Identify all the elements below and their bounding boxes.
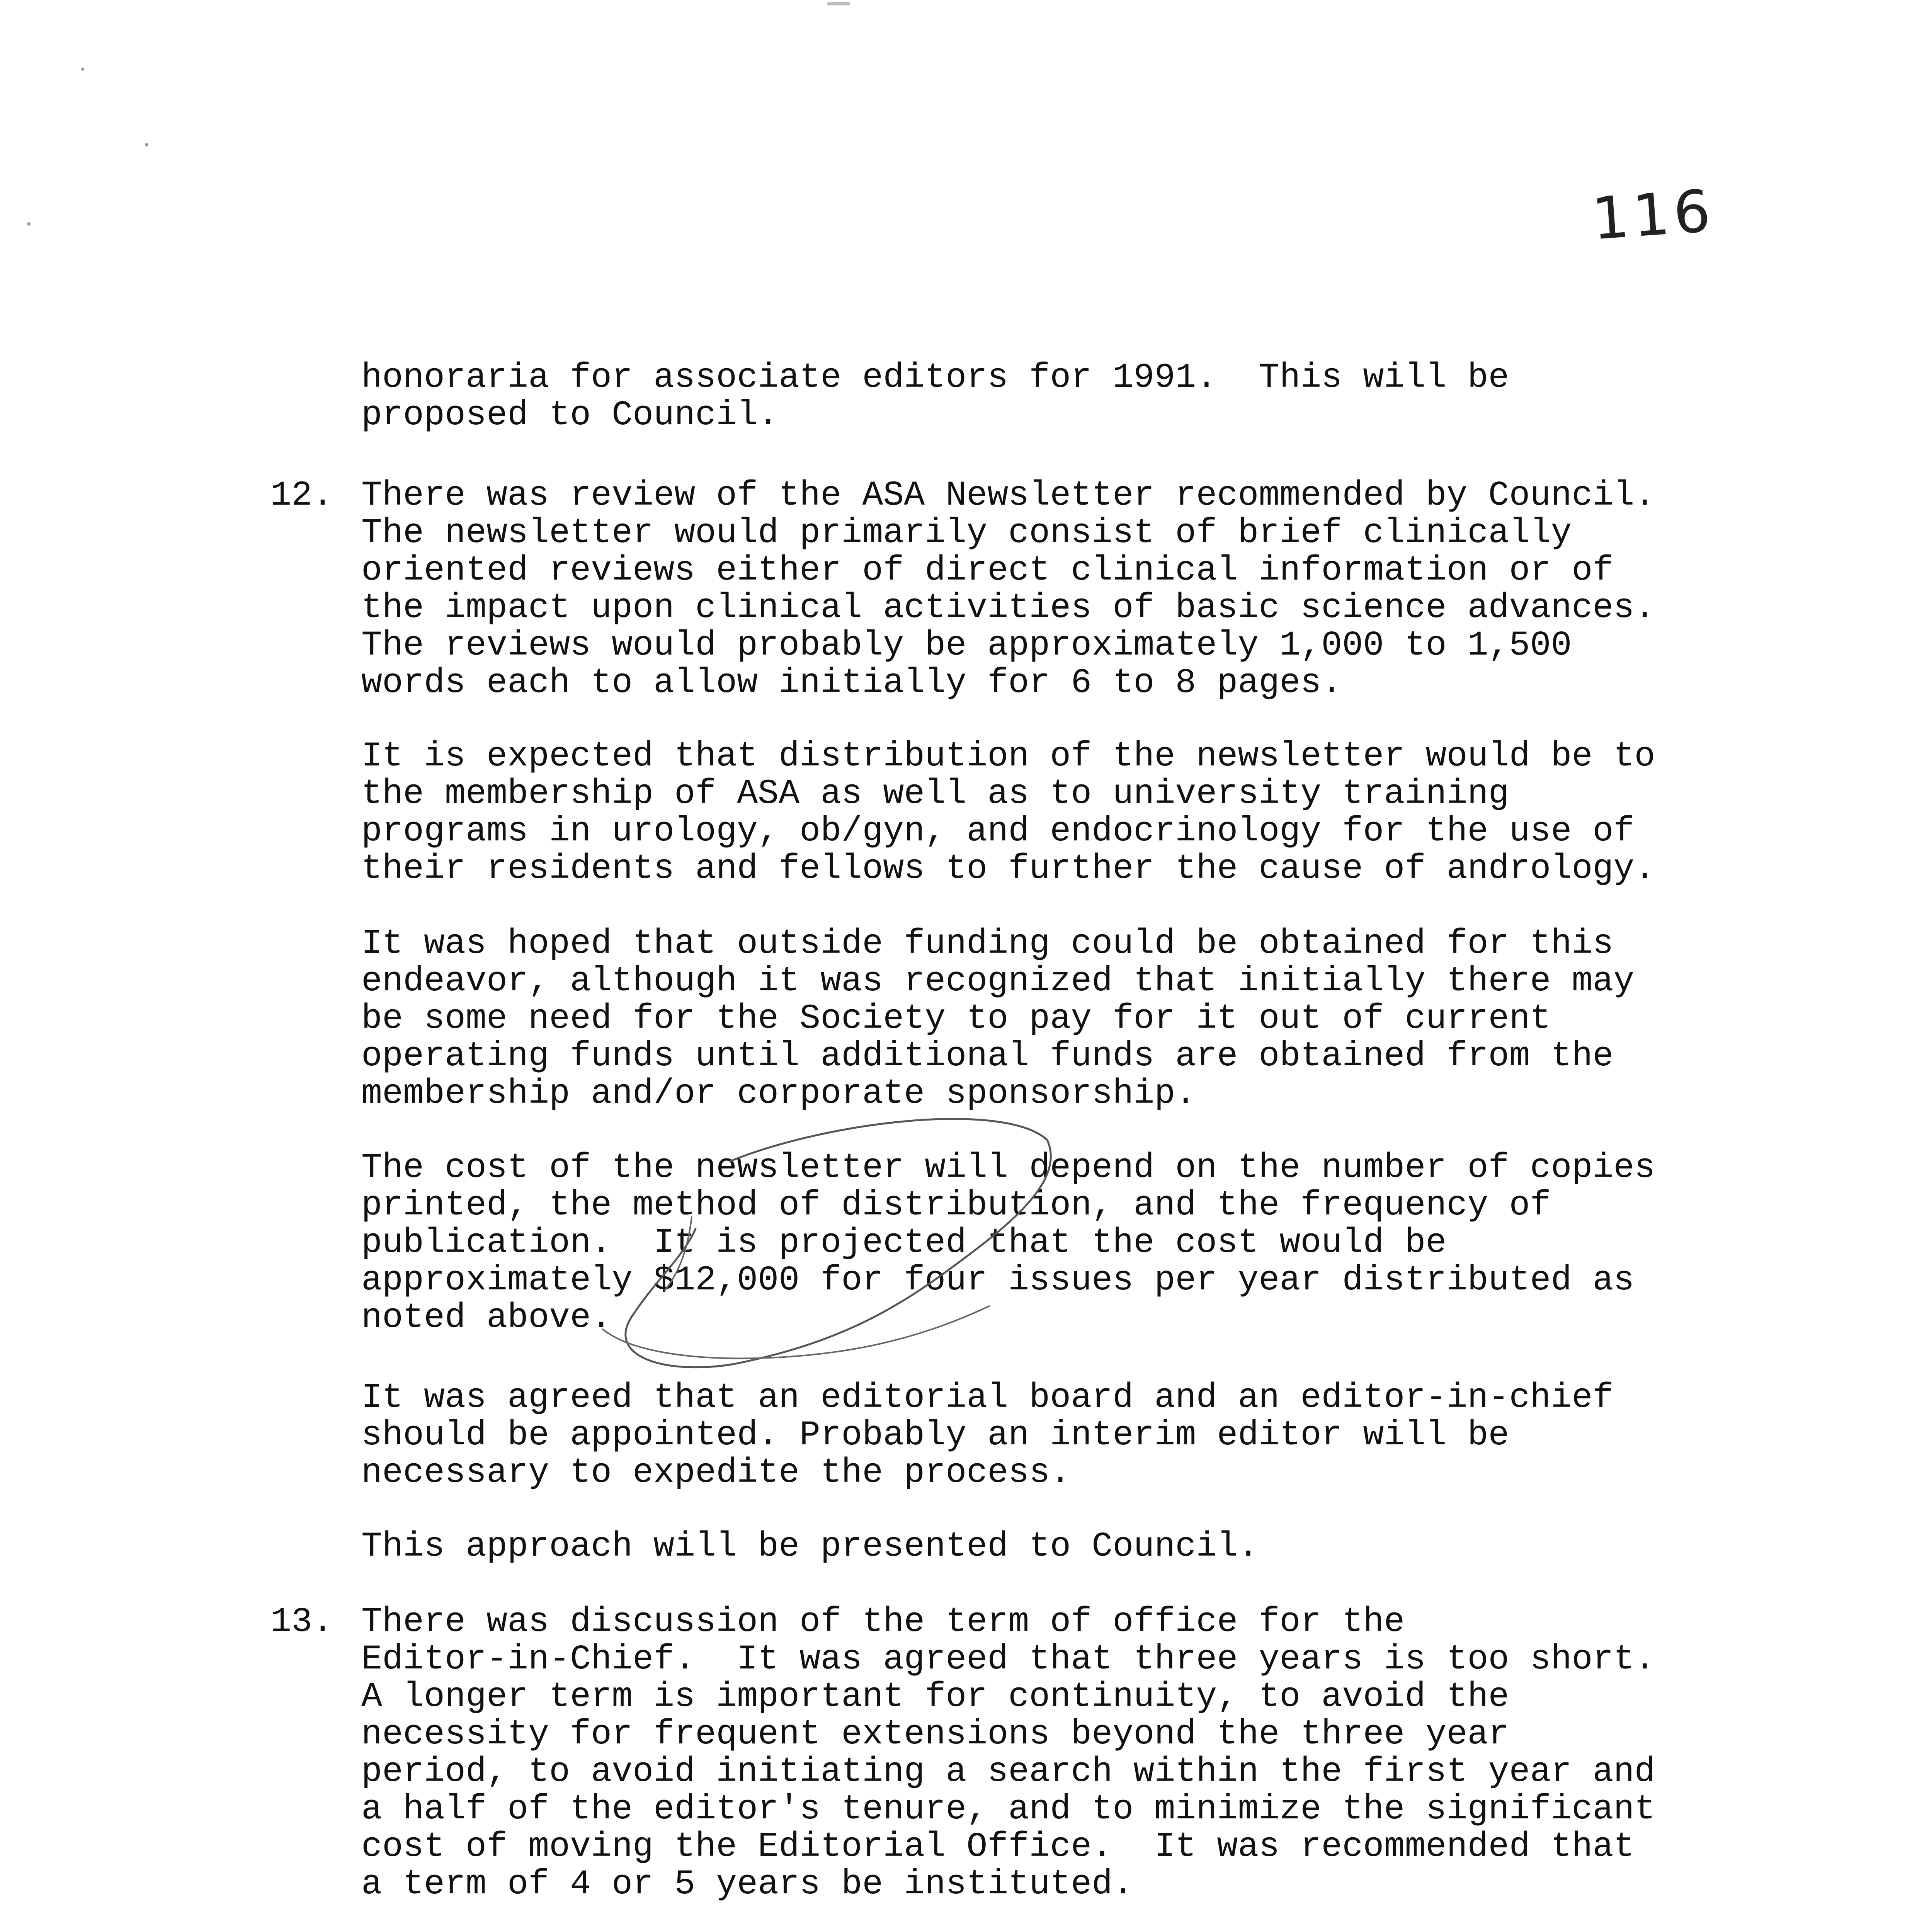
item-12-paragraph-4: The cost of the newsletter will depend on the number of copies printed, the method of distribution, and the frequency of publication. It is projected that the cost would be approximately $12,000 for four issues per year distributed as noted above. <box>361 1148 1655 1338</box>
scan-speck <box>145 143 148 146</box>
scan-speck <box>81 68 84 71</box>
continuation-paragraph: honoraria for associate editors for 1991. This will be proposed to Council. <box>361 358 1509 435</box>
handwritten-page-number: 116 <box>1590 177 1716 253</box>
scan-speck <box>27 222 31 226</box>
item-13-paragraph-1: There was discussion of the term of office for the Editor-in-Chief. It was agreed that three years is too short. A longer term is important for continuity, to avoid the necessity for frequent extensions beyond the three year period, to avoid initiating a search within the first year and a half of the editor's tenure, and to minimize the significant cost of moving the Editorial Office. It was recommended that a term of 4 or 5 years be instituted. <box>361 1602 1655 1904</box>
item-number-13: 13. <box>270 1602 333 1642</box>
item-12-paragraph-6: This approach will be presented to Council. <box>361 1527 1259 1566</box>
scan-speck <box>827 2 850 5</box>
item-12-paragraph-3: It was hoped that outside funding could be obtained for this endeavor, although it was recognized that initially there may be some need for the Society to pay for it out of current operating funds until additional funds are obtained from the membership and/or corporate sponsorship. <box>361 924 1635 1114</box>
item-number-12: 12. <box>270 476 333 515</box>
item-12-paragraph-2: It is expected that distribution of the newsletter would be to the membership of ASA as well as to university training programs in urology, ob/gyn, and endocrinology for the use of their residents and fellows to further the cause of andrology. <box>361 737 1655 889</box>
item-12-paragraph-5: It was agreed that an editorial board and an editor-in-chief should be appointed. Probably an interim editor will be necessary to expedite the process. <box>361 1378 1614 1493</box>
item-12-paragraph-1: There was review of the ASA Newsletter recommended by Council. The newsletter would primarily consist of brief clinically oriented reviews either of direct clinical information or of the impact upon clinical activities of basic science advances. The reviews would probably be approximately 1,000 to 1,500 words each to allow initially for 6 to 8 pages. <box>361 476 1655 703</box>
